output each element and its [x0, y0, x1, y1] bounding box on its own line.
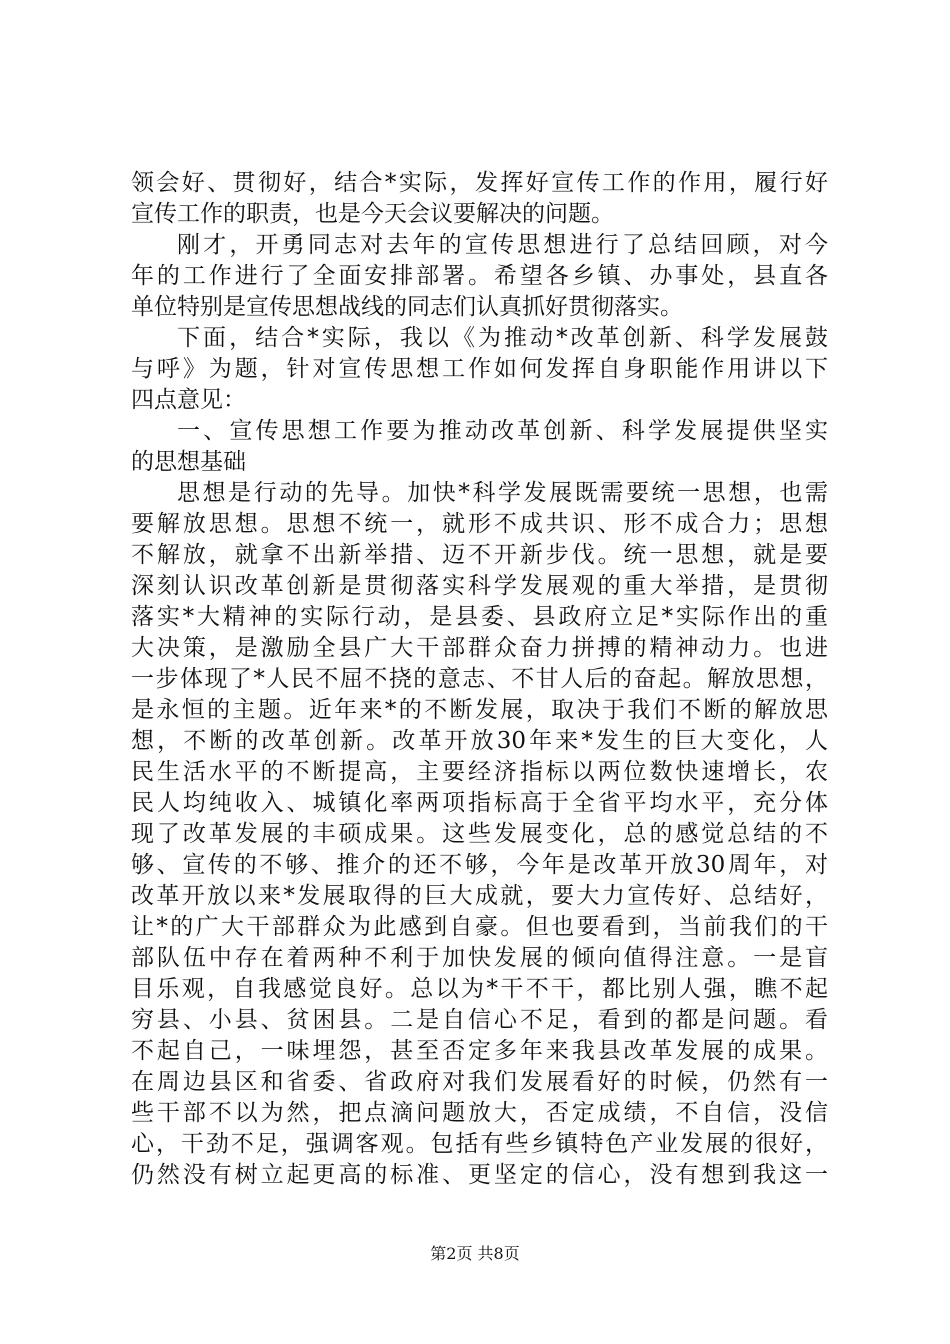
text-line: 不解放，就拿不出新举措、迈不开新步伐。统一思想，就是要 — [131, 542, 828, 568]
text-line: 要解放思想。思想不统一，就形不成共识、形不成合力；思想 — [131, 511, 828, 537]
text-line: 穷县、小县、贫困县。二是自信心不足，看到的都是问题。看 — [131, 1007, 828, 1033]
text-line: 民人均纯收入、城镇化率两项指标高于全省平均水平，充分体 — [131, 790, 828, 816]
text-line: 心，干劲不足，强调客观。包括有些乡镇特色产业发展的很好， — [131, 1131, 828, 1157]
text-line: 四点意见： — [131, 387, 246, 413]
text-line: 够、宣传的不够、推介的还不够，今年是改革开放30周年，对 — [131, 852, 828, 878]
text-line: 在周边县区和省委、省政府对我们发展看好的时候，仍然有一 — [131, 1069, 828, 1095]
page-footer: 第2页 共8页 — [430, 1244, 520, 1263]
text-line: 让*的广大干部群众为此感到自豪。但也要看到，当前我们的干 — [131, 914, 828, 940]
text-line: 的思想基础 — [131, 449, 246, 475]
text-line: 年的工作进行了全面安排部署。希望各乡镇、办事处，县直各 — [131, 263, 828, 289]
text-line: 与呼》为题，针对宣传思想工作如何发挥自身职能作用讲以下 — [131, 356, 828, 382]
text-line: 改革开放以来*发展取得的巨大成就，要大力宣传好、总结好， — [131, 883, 828, 909]
text-line: 想，不断的改革创新。改革开放30年来*发生的巨大变化，人 — [131, 728, 828, 754]
document-body — [131, 168, 828, 1191]
text-line: 目乐观，自我感觉良好。总以为*干不干，都比别人强，瞧不起 — [131, 976, 828, 1002]
text-line: 落实*大精神的实际行动，是县委、县政府立足*实际作出的重 — [131, 604, 828, 630]
text-line: 领会好、贯彻好，结合*实际，发挥好宣传工作的作用，履行好 — [131, 170, 828, 196]
text-line: 民生活水平的不断提高，主要经济指标以两位数快速增长，农 — [131, 759, 828, 785]
text-line: 是永恒的主题。近年来*的不断发展，取决于我们不断的解放思 — [131, 697, 828, 723]
text-line: 些干部不以为然，把点滴问题放大，否定成绩，不自信，没信 — [131, 1100, 828, 1126]
text-line: 宣传工作的职责，也是今天会议要解决的问题。 — [131, 201, 614, 227]
text-line: 一、宣传思想工作要为推动改革创新、科学发展提供坚实 — [177, 418, 828, 444]
text-line: 现了改革发展的丰硕成果。这些发展变化，总的感觉总结的不 — [131, 821, 828, 847]
text-line: 刚才，开勇同志对去年的宣传思想进行了总结回顾，对今 — [177, 232, 828, 258]
text-line: 深刻认识改革创新是贯彻落实科学发展观的重大举措，是贯彻 — [131, 573, 828, 599]
text-line: 一步体现了*人民不屈不挠的意志、不甘人后的奋起。解放思想， — [131, 666, 828, 692]
text-line: 仍然没有树立起更高的标准、更坚定的信心，没有想到我这一 — [131, 1162, 828, 1188]
text-line: 单位特别是宣传思想战线的同志们认真抓好贯彻落实。 — [131, 294, 683, 320]
text-line: 大决策，是激励全县广大干部群众奋力拼搏的精神动力。也进 — [131, 635, 828, 661]
text-line: 下面，结合*实际，我以《为推动*改革创新、科学发展鼓 — [177, 325, 828, 351]
text-line: 不起自己，一味埋怨，甚至否定多年来我县改革发展的成果。 — [131, 1038, 828, 1064]
text-line: 部队伍中存在着两种不利于加快发展的倾向值得注意。一是盲 — [131, 945, 828, 971]
text-line: 思想是行动的先导。加快*科学发展既需要统一思想，也需 — [177, 480, 828, 506]
